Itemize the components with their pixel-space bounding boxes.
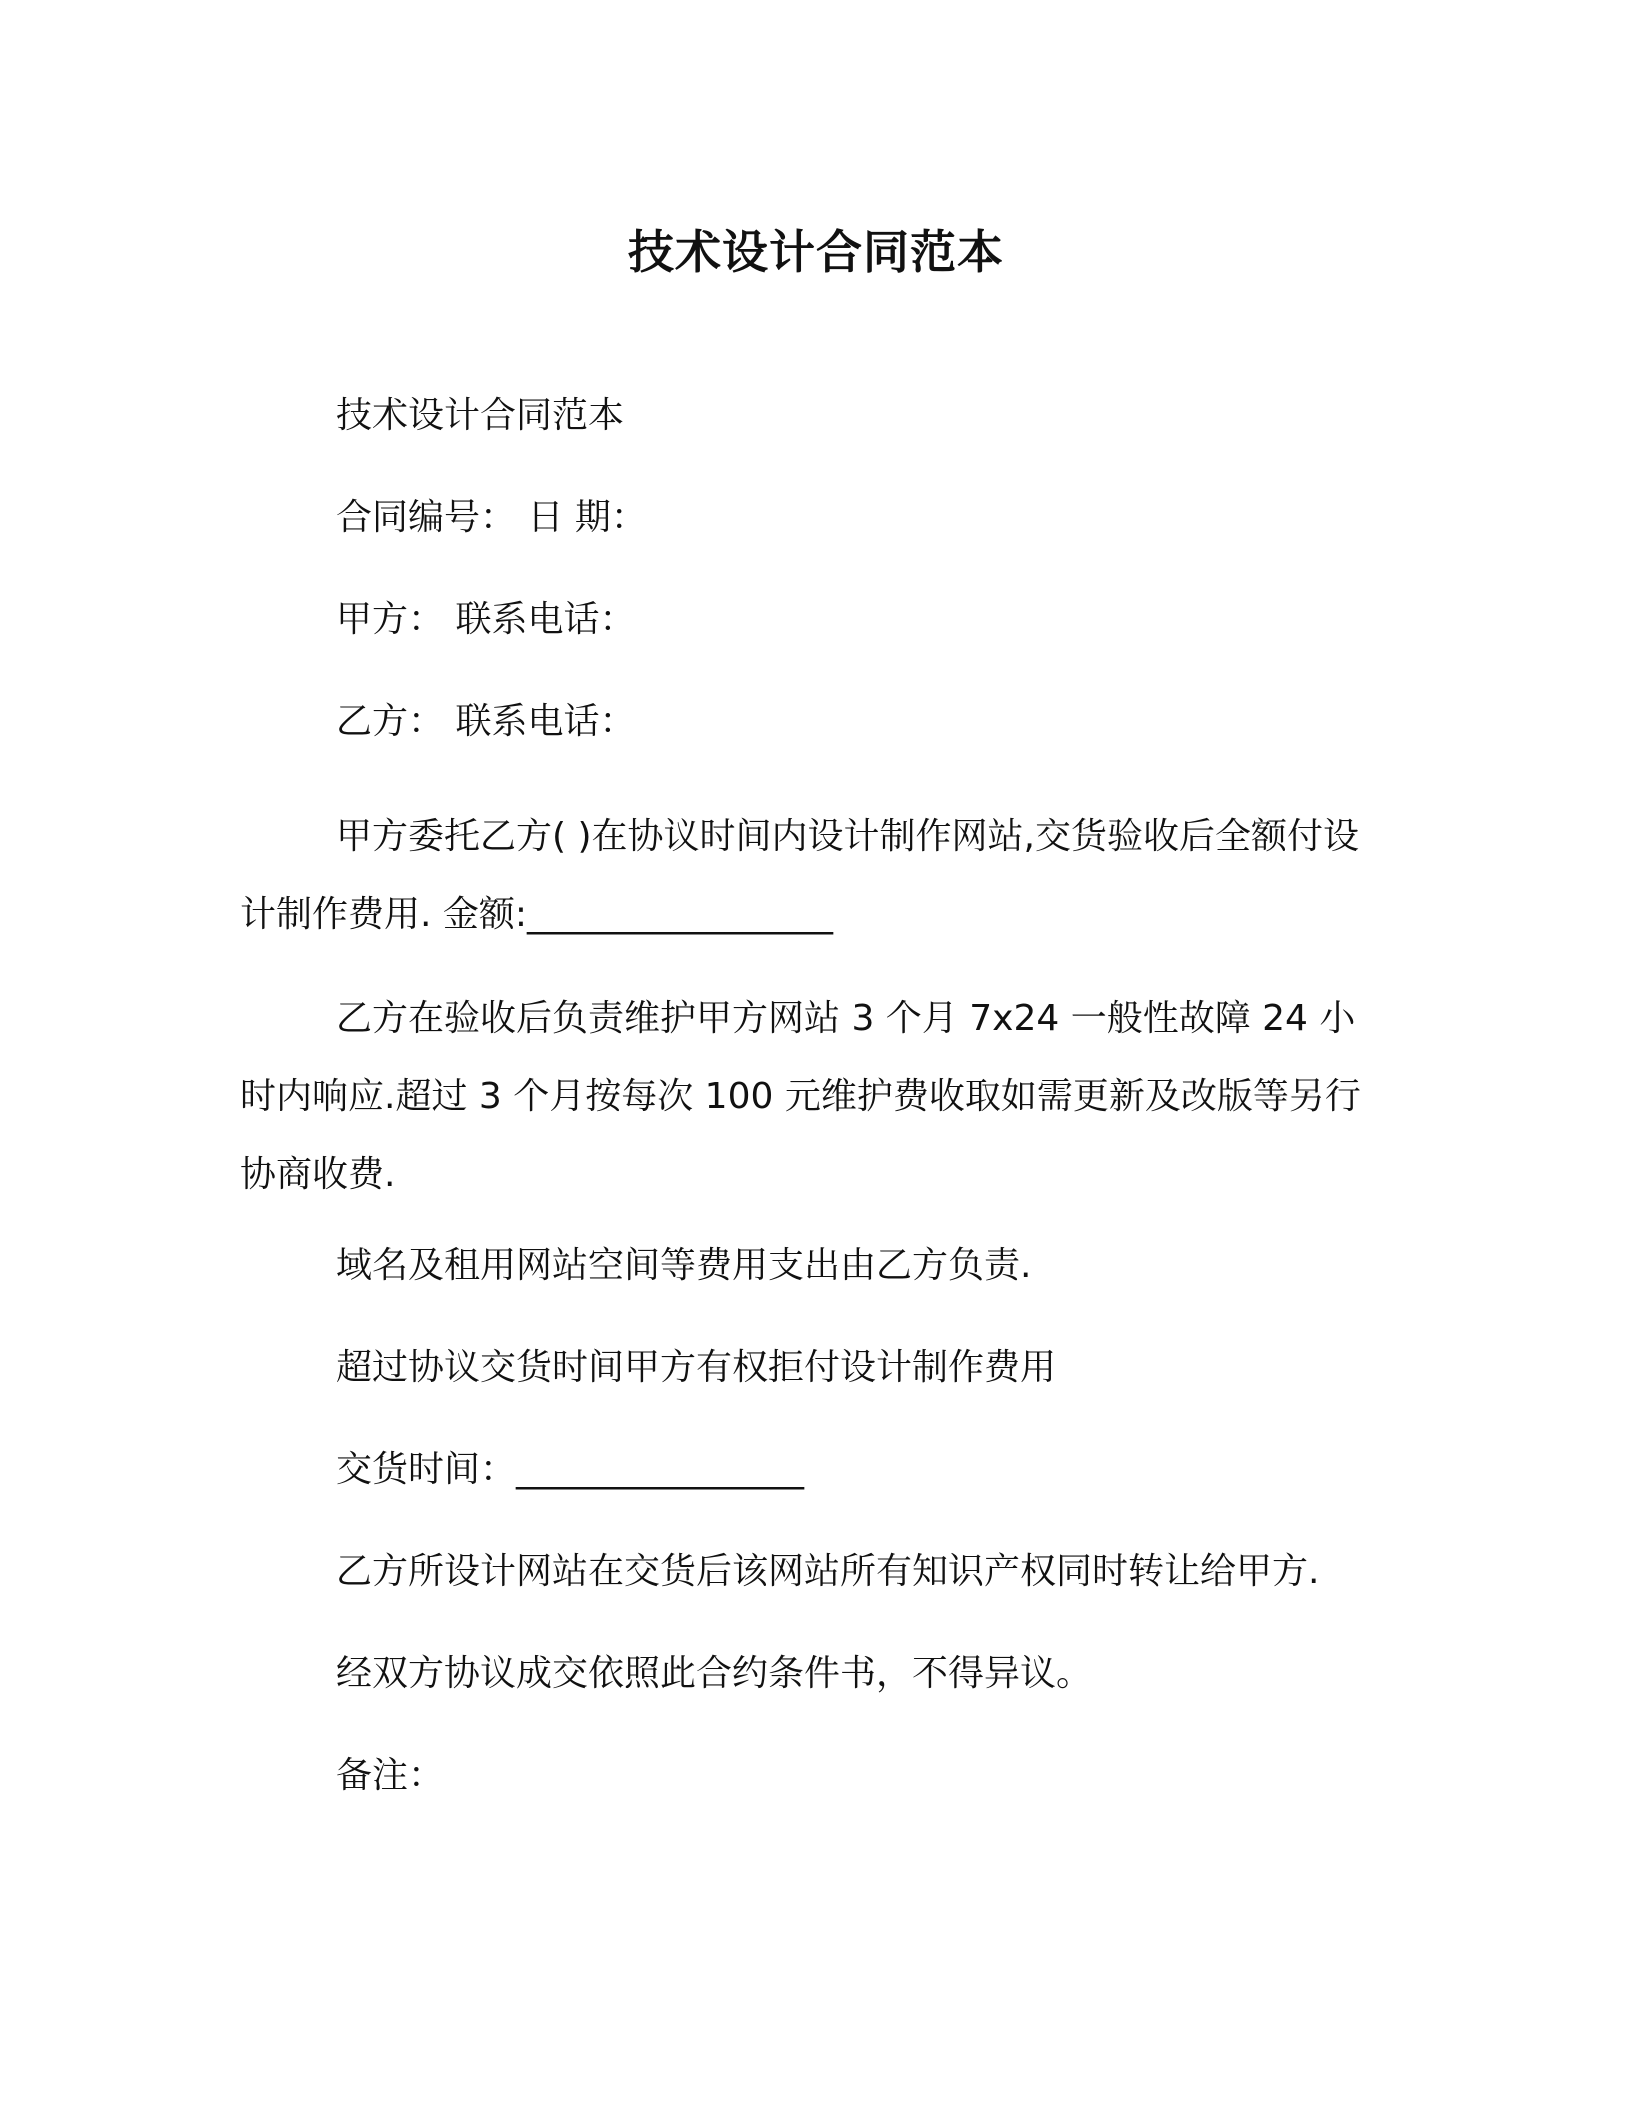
paragraph-late-delivery: 超过协议交货时间甲方有权拒付设计制作费用 (336, 1347, 1057, 1388)
paragraph-ip-transfer: 乙方所设计网站在交货后该网站所有知识产权同时转让给甲方. (336, 1551, 1320, 1592)
paragraph-agreement: 经双方协议成交依照此合约条件书，不得异议。 (336, 1653, 1093, 1694)
paragraph-party-a: 甲方： 联系电话： (336, 599, 636, 640)
paragraph-domain-costs: 域名及租用网站空间等费用支出由乙方负责. (336, 1245, 1032, 1286)
paragraph-commission: 甲方委托乙方( )在协议时间内设计制作网站,交货验收后全额付设计制作费用. 金额:_________________ (240, 816, 1359, 935)
document-body (240, 390, 1390, 1852)
paragraph-maintenance: 乙方在验收后负责维护甲方网站 3 个月 7x24 一般性故障 24 小时内响应.超过 3 个月按每次 100 元维护费收取如需更新及改版等另行协商收费. (240, 998, 1361, 1195)
paragraph-contract-number-date: 合同编号： 日 期： (336, 497, 647, 538)
document-title: 技术设计合同范本 (628, 225, 1004, 279)
paragraph-delivery-time: 交货时间：________________ (336, 1449, 805, 1490)
paragraph-party-b: 乙方： 联系电话： (336, 701, 636, 742)
paragraph-heading: 技术设计合同范本 (336, 395, 625, 436)
paragraph-remarks: 备注： (336, 1755, 445, 1796)
